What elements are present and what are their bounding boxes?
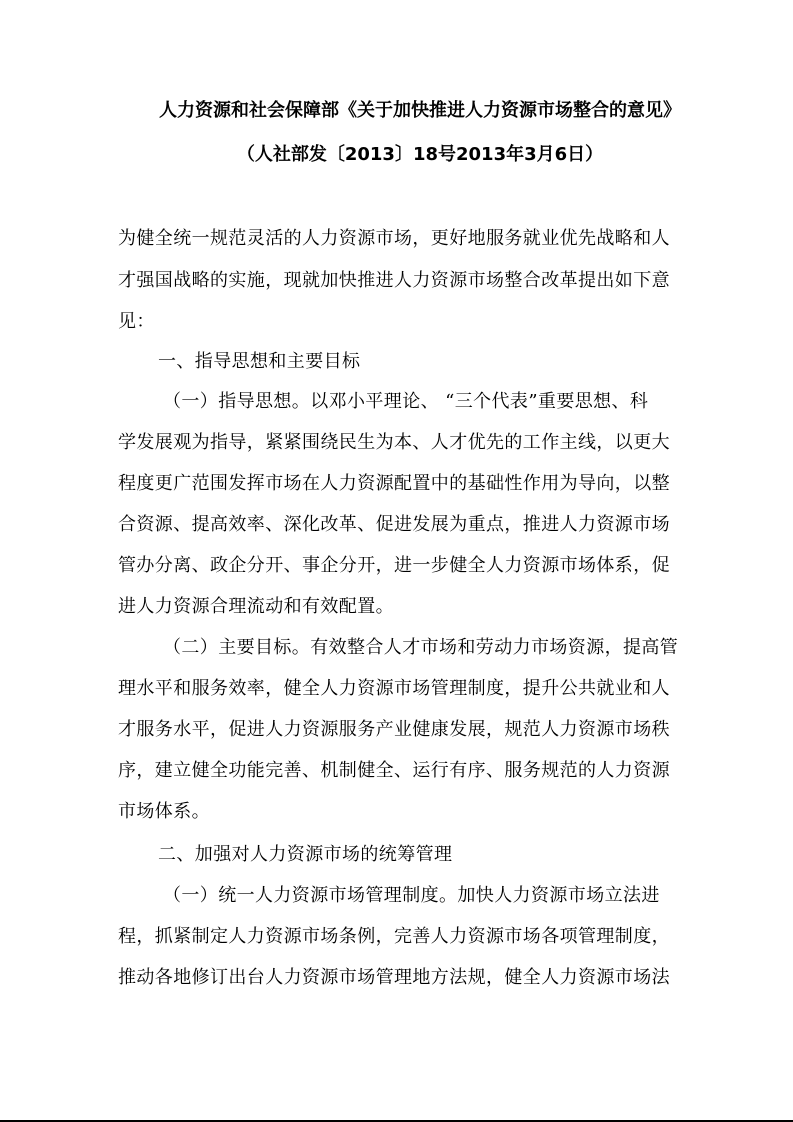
text-line: 程度更广范围发挥市场在人力资源配置中的基础性作用为导向，以整 [118, 473, 670, 494]
text-line: （一）统一人力资源市场管理制度。加快人力资源市场立法进 [163, 885, 660, 906]
section-heading: 一、指导思想和主要目标 [158, 351, 361, 372]
text-line: 学发展观为指导，紧紧围绕民生为本、人才优先的工作主线，以更大 [118, 432, 670, 453]
text-line: 才强国战略的实施，现就加快推进人力资源市场整合改革提出如下意 [118, 270, 670, 291]
text-line: 合资源、提高效率、深化改革、促进发展为重点，推进人力资源市场 [118, 514, 670, 535]
text-line: 市场体系。 [118, 801, 210, 822]
text-line: 管办分离、政企分开、事企分开，进一步健全人力资源市场体系，促 [118, 555, 670, 576]
text-line: 才服务水平，促进人力资源服务产业健康发展，规范人力资源市场秩 [118, 719, 670, 740]
text-line: 理水平和服务效率，健全人力资源市场管理制度，提升公共就业和人 [118, 678, 670, 699]
text-line: 推动各地修订出台人力资源市场管理地方法规，健全人力资源市场法 [118, 967, 670, 988]
document-title: 人力资源和社会保障部《关于加快推进人力资源市场整合的意见》 [159, 100, 681, 121]
text-line: 见： [118, 311, 155, 332]
section-heading: 二、加强对人力资源市场的统筹管理 [158, 844, 453, 865]
text-line: 为健全统一规范灵活的人力资源市场，更好地服务就业优先战略和人 [118, 228, 670, 249]
text-line: 序，建立健全功能完善、机制健全、运行有序、服务规范的人力资源 [118, 760, 670, 781]
text-line: （二）主要目标。有效整合人才市场和劳动力市场资源，提高管 [163, 637, 679, 658]
text-line: 程，抓紧制定人力资源市场条例，完善人力资源市场各项管理制度， [118, 926, 670, 947]
document-subtitle: （人社部发〔2013〕18号2013年3月6日） [236, 144, 604, 165]
text-line: （一）指导思想。以邓小平理论、 “三个代表”重要思想、科 [163, 391, 649, 412]
text-line: 进人力资源合理流动和有效配置。 [118, 596, 394, 617]
